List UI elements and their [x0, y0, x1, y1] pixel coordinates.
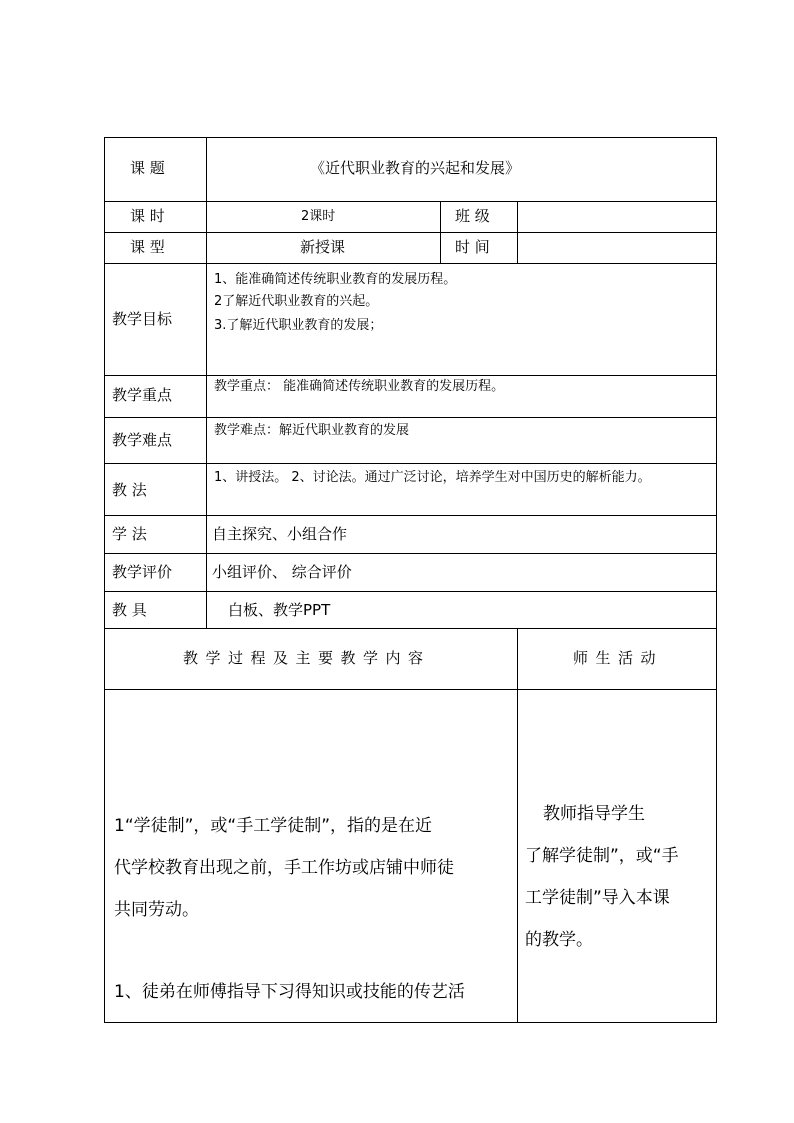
objectives-label: 教学目标: [112, 310, 173, 328]
type-value: 新授课: [300, 238, 346, 256]
row-divider: [104, 515, 717, 516]
process-paragraph-line: 代学校教育出现之前，手工作坊或店铺中师徒: [114, 858, 454, 878]
objective-item: 3.了解近代职业教育的发展；: [214, 318, 383, 333]
process-paragraph-line: 共同劳动。: [114, 900, 199, 920]
tools-value: 白板、教学PPT: [228, 601, 331, 619]
learning-method-value: 自主探究、小组合作: [212, 525, 348, 543]
class-label: 班 级: [455, 207, 490, 225]
process-header: 教学过程及主要教学内容: [183, 649, 431, 667]
row-divider: [104, 201, 717, 202]
difficulty-value: 教学难点：解近代职业教育的发展: [214, 423, 410, 438]
activity-line: 了解学徒制”，或“手: [525, 846, 679, 866]
row-divider: [104, 232, 717, 233]
key-point-value: 教学重点： 能准确简述传统职业教育的发展历程。: [214, 379, 505, 394]
objective-item: 1、能准确简述传统职业教育的发展历程。: [214, 272, 457, 287]
row-divider: [104, 375, 717, 376]
process-paragraph-line: 1“学徒制”，或“手工学徒制”，指的是在近: [114, 816, 433, 836]
column-divider: [517, 201, 518, 263]
row-divider: [104, 689, 717, 690]
activity-line: 的教学。: [525, 930, 593, 950]
evaluation-label: 教学评价: [112, 563, 173, 581]
key-point-label: 教学重点: [112, 386, 173, 404]
label-column-divider: [206, 137, 207, 628]
teaching-method-label: 教 法: [112, 481, 147, 499]
evaluation-value: 小组评价、 综合评价: [212, 563, 352, 581]
difficulty-label: 教学难点: [112, 431, 173, 449]
row-divider: [104, 263, 717, 264]
activity-line: 工学徒制”导入本课: [525, 888, 670, 908]
activity-column-divider: [517, 628, 518, 1023]
hours-label: 课 时: [130, 207, 165, 225]
activity-header: 师生活动: [573, 649, 664, 667]
objective-item: 2了解近代职业教育的兴起。: [214, 294, 379, 309]
time-label: 时 间: [455, 238, 490, 256]
hours-value: 2课时: [301, 209, 336, 224]
topic-label: 课 题: [130, 159, 165, 177]
activity-line: 教师指导学生: [543, 804, 645, 824]
row-divider: [104, 417, 717, 418]
row-divider: [104, 628, 717, 629]
learning-method-label: 学 法: [112, 525, 147, 543]
process-item-line: 1、徒弟在师傅指导下习得知识或技能的传艺活: [114, 982, 465, 1002]
row-divider: [104, 463, 717, 464]
row-divider: [104, 591, 717, 592]
teaching-method-value: 1、讲授法。 2、讨论法。通过广泛讨论，培养学生对中国历史的解析能力。: [214, 470, 651, 485]
topic-value: 《近代职业教育的兴起和发展》: [310, 159, 521, 177]
column-divider: [440, 201, 441, 263]
tools-label: 教 具: [112, 601, 147, 619]
type-label: 课 型: [130, 238, 165, 256]
row-divider: [104, 553, 717, 554]
